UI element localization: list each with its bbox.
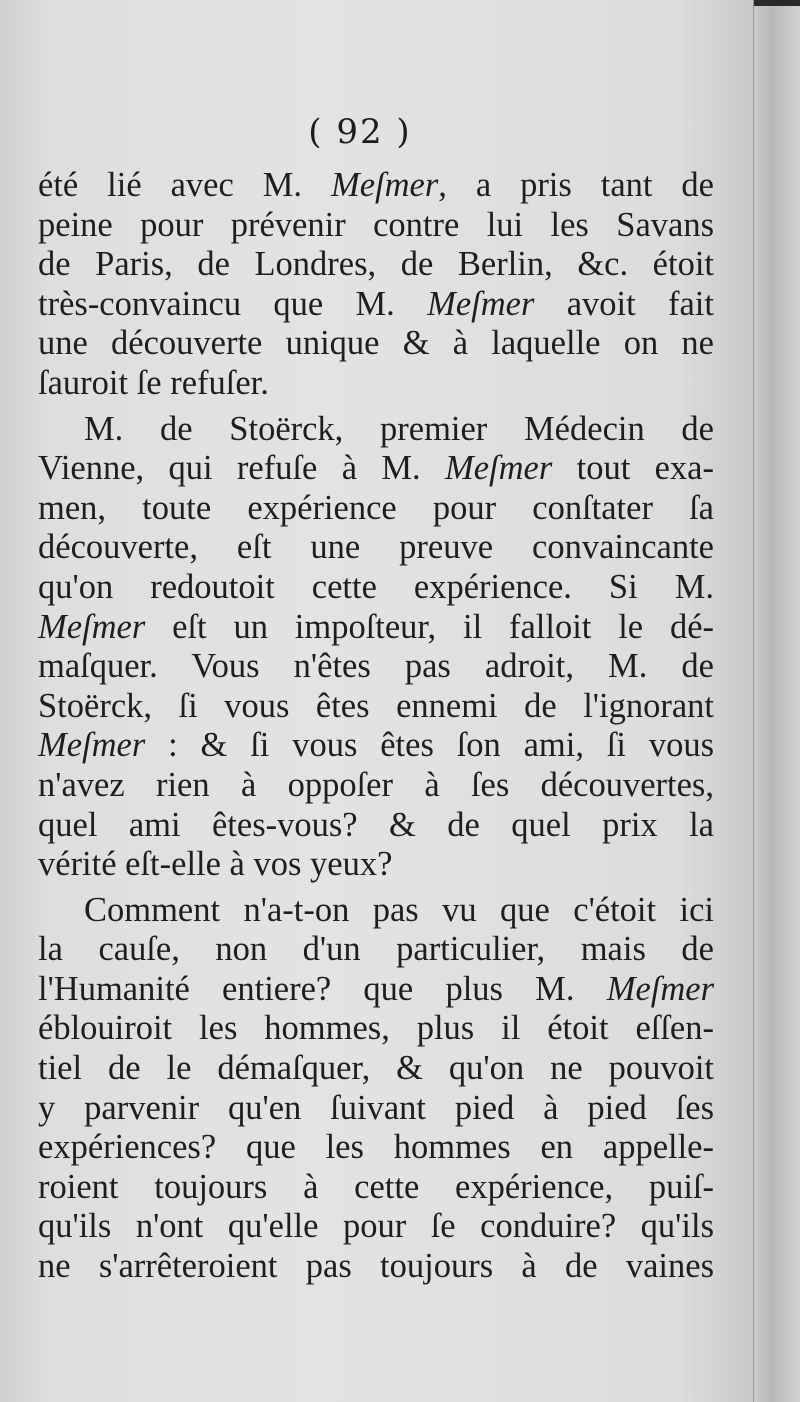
text-line <box>38 206 714 246</box>
text-run: avoit fait <box>534 284 714 323</box>
text-run: découverte, eſt une preuve convaincante <box>38 528 714 567</box>
text-line <box>38 930 714 970</box>
text-run: une découverte unique & à laquelle on ne <box>38 324 714 363</box>
text-run: Vienne, qui refuſe à M. <box>38 449 445 488</box>
italic-name: Meſmer <box>427 284 535 323</box>
text-line <box>38 324 714 364</box>
text-run: de Paris, de Londres, de Berlin, &c. étoit <box>38 245 714 284</box>
text-line <box>38 1128 714 1168</box>
text-run: : & ſi vous êtes ſon ami, ſi vous <box>145 726 714 765</box>
text-run: maſquer. Vous n'êtes pas adroit, M. de <box>38 647 714 686</box>
text-run: la cauſe, non d'un particulier, mais de <box>38 930 714 969</box>
text-run: qu'on redoutoit cette expérience. Si M. <box>38 567 714 606</box>
page-corner-shadow <box>754 0 800 6</box>
text-line <box>38 1009 714 1049</box>
text-line <box>38 528 714 568</box>
text-run: tout exa- <box>552 449 714 488</box>
text-line <box>38 1207 714 1247</box>
text-run: n'avez rien à oppoſer à ſes découvertes, <box>38 765 714 804</box>
italic-name: Meſmer <box>606 969 714 1008</box>
text-line <box>38 970 714 1010</box>
text-run: vérité eſt-elle à vos yeux? <box>38 845 393 884</box>
text-line <box>38 806 714 846</box>
text-run: expériences? que les hommes en appelle- <box>38 1128 714 1167</box>
italic-name: Meſmer <box>38 726 146 765</box>
text-run: , a pris tant de <box>438 166 714 204</box>
italic-name: Meſmer <box>38 607 146 646</box>
text-line <box>38 766 714 806</box>
next-page-edge <box>753 0 800 1402</box>
text-run: quel ami êtes-vous? & de quel prix la <box>38 805 714 844</box>
body-text <box>38 166 714 1287</box>
italic-name: Meſmer <box>444 449 553 488</box>
text-line <box>38 245 714 285</box>
text-line <box>38 845 714 885</box>
text-run: y parvenir qu'en ſuivant pied à pied ſes <box>38 1088 714 1127</box>
text-run: l'Humanité entiere? que plus M. <box>38 969 607 1008</box>
text-line <box>38 449 714 489</box>
paragraph <box>38 891 714 1287</box>
text-run: très-convaincu que M. <box>38 284 428 323</box>
text-run: ſauroit ſe refuſer. <box>38 363 269 402</box>
text-line <box>38 608 714 648</box>
text-run: ne s'arrêteroient pas toujours à de vaines <box>38 1247 714 1286</box>
text-run: Comment n'a-t-on pas vu que c'étoit ici <box>84 890 714 929</box>
text-run: peine pour prévenir contre lui les Savans <box>38 205 714 244</box>
text-run: Stoërck, ſi vous êtes ennemi de l'ignorant <box>38 686 714 725</box>
text-line <box>38 1168 714 1208</box>
text-line <box>38 891 714 931</box>
text-line <box>38 166 714 206</box>
page-number: ( 92 ) <box>308 112 412 152</box>
text-run: men, toute expérience pour conſtater ſa <box>38 488 714 527</box>
text-run: M. de Stoërck, premier Médecin de <box>84 409 714 448</box>
text-run: roient toujours à cette expérience, puiſ- <box>38 1167 714 1206</box>
text-line <box>38 568 714 608</box>
text-line <box>38 687 714 727</box>
text-line <box>38 1089 714 1129</box>
text-line <box>38 726 714 766</box>
text-run: éblouiroit les hommes, plus il étoit eſſen- <box>38 1009 714 1048</box>
text-line <box>38 1049 714 1089</box>
text-run: qu'ils n'ont qu'elle pour ſe conduire? qu'ils <box>38 1207 714 1246</box>
text-run: eſt un impoſteur, il falloit le dé- <box>145 607 714 646</box>
text-line <box>38 410 714 450</box>
text-run: été lié avec M. <box>38 166 331 204</box>
italic-name: Meſmer <box>330 166 439 204</box>
text-line <box>38 1247 714 1287</box>
text-line <box>38 489 714 529</box>
paragraph <box>38 166 714 404</box>
paragraph <box>38 410 714 885</box>
text-run: tiel de le démaſquer, & qu'on ne pouvoit <box>38 1049 714 1088</box>
text-line <box>38 364 714 404</box>
text-line <box>38 285 714 325</box>
text-line <box>38 647 714 687</box>
